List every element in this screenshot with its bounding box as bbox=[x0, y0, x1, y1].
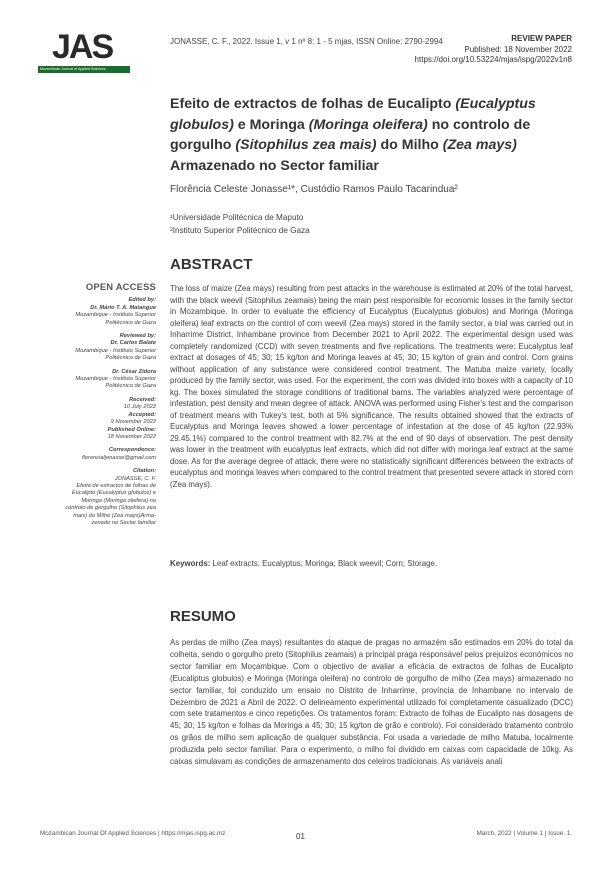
doi-link[interactable]: https://doi.org/10.53224/mjas/ispg/2022v1n8 bbox=[414, 55, 572, 64]
citation-line: JONASSE, C. F. bbox=[114, 475, 156, 482]
affiliations bbox=[170, 212, 310, 237]
received-label: Received: bbox=[129, 396, 156, 403]
title-part: e Moringa bbox=[233, 116, 309, 133]
review-type: REVIEW PAPER bbox=[511, 34, 572, 43]
logo-tagline: Mozambican Journal of Applied Sciences bbox=[38, 66, 130, 73]
reviewed-label: Reviewed by: bbox=[119, 333, 156, 340]
received-date: 10 July 2022 bbox=[123, 404, 156, 411]
title-part: no controlo de gorgulho bbox=[170, 116, 531, 153]
edited-label: Edited by: bbox=[128, 297, 156, 304]
citation-line: Moringa (Moringa oleifera) no bbox=[81, 497, 156, 504]
reviewer-2 bbox=[40, 369, 156, 391]
editor-affil: Mozambique - Instituto Superior bbox=[75, 312, 156, 319]
title-part: (Moringa oleifera) bbox=[308, 116, 428, 133]
page-number: 01 bbox=[296, 832, 305, 841]
title-part: Armazenado no Sector familiar bbox=[170, 157, 379, 174]
paper-title bbox=[170, 94, 580, 176]
edited-by bbox=[40, 297, 156, 327]
title-part: (Zea mays) bbox=[442, 137, 517, 153]
article-sidebar bbox=[40, 283, 156, 533]
logo-text: JAS bbox=[52, 28, 113, 66]
editor-name: Dr. Mário T. A. Matangue bbox=[90, 304, 156, 311]
reviewer-affil: Politécnico de Gaza bbox=[105, 355, 156, 362]
citation-line: Eucalipto (Eucalyptus globulos) e bbox=[71, 490, 156, 497]
published-online-label: Published Online: bbox=[107, 426, 156, 433]
reviewer-affil: Politécnico de Gaza bbox=[105, 383, 156, 390]
reviewer-name: Dr. Carlos Balate bbox=[110, 340, 156, 347]
keywords-text: Leaf extracts; Eucalyptus; Moringa; Black weevil; Corn; Storage. bbox=[210, 559, 438, 568]
citation-line: Efeito de extractos de folhas de bbox=[76, 482, 156, 489]
affiliation-1: ¹Universidade Politécnica de Maputo bbox=[170, 213, 304, 222]
header-citation: JONASSE, C. F., 2022. Issue 1, v 1 nº 8: 1 - 5 mjas, ISSN Online: 2790-2994 bbox=[170, 37, 443, 46]
keywords bbox=[170, 559, 580, 568]
editor-affil: Politécnico de Gaza bbox=[105, 319, 156, 326]
title-part: (Eucalyptus globulos) bbox=[170, 96, 536, 133]
journal-logo bbox=[38, 28, 138, 76]
citation-line: zenado no Sector familiar bbox=[91, 519, 156, 526]
resumo-body: As perdas de milho (Zea mays) resultantes do ataque de pragas no armazém são estimados em 20% do total da colheita, sendo o gorgulho preto (Sitophilus zeamais) a principal praga responsável pelos prejuízos económicos no sector familiar em Moçambique. Com o objectivo de avaliar a eficácia de extractos de folhas de Eucalipto (Eucaliptus globulos) e Moringa (Moringa oleifera) no controlo de gorgulho de milho (Zea mays) armazenado no sector familiar, foi conduzido um ensaio no Distrito de Inharrime, província de Inhambane no intervalo de Dezembro de 2021 a Abril de 2022. O delineamento experimental utilizado foi completamente casualizado (DCC) com sete tratamentos e cinco repetições. Os tratamentos foram: Extracto de folhas de Eucalipto nas dosagens de 45; 30; 15 kg/ton e folhas da Moringa a 45; 30; 15 kg/ton de grão e controlo). Foi considerado tratamento controlo os grãos de milho sem aplicação de qualquer substância. Foi usada a variedade de milho Matuba, localmente produzida pelo sector familiar. Para o experimento, o milho foi dividido em caixas com capacidade de 10kg. As caixas simulavam as condições de armazenamento dos celeiros tradicionais. As variáveis anali bbox=[170, 638, 573, 767]
author-list: Florência Celeste Jonasse¹*, Custódio Ramos Paulo Tacarindua² bbox=[170, 184, 458, 195]
open-access-label: OPEN ACCESS bbox=[85, 281, 156, 292]
abstract-heading: ABSTRACT bbox=[170, 256, 253, 273]
correspondence bbox=[40, 447, 156, 462]
footer-issue: March, 2022 | Volume 1 | Issue. 1. bbox=[476, 830, 572, 837]
accepted-date: 9 November 2022 bbox=[110, 419, 156, 426]
citation-label: Citation: bbox=[132, 468, 156, 475]
resumo-heading: RESUMO bbox=[170, 608, 236, 625]
correspondence-email[interactable]: florencialjonasse@gmail.com bbox=[81, 454, 156, 461]
citation bbox=[40, 468, 156, 527]
citation-line: mais) do Milho (Zea mays)Arma- bbox=[73, 512, 156, 519]
abstract-body: The loss of maize (Zea mays) resulting from pest attacks in the warehouse is estimated at 20% of the total harvest, with the black weevil (Sitophilus zeamais) being the main pest responsible for economic losses in the family sector in Mozambique. In order to evaluate the efficiency of Eucalyptus (Eucalyptus globulos) and Moringa (Moringa oleifera) leaf extracts on the control of corn weevil (Zea mays) stored in the family sector, a trial was carried out in Inharrime District, Inhambane province from December 2021 to April 2022. The experimental design used was completely randomized (CCD) with seven treatments and five replications. The treatments were: Eucalyptus leaf extract at dosages of 45; 30; 15 kg/ton and Moringa leaves at 45; 30; 15 kg/ton of grain and control. Corn grains without application of any substance were considered control treatment. The Matuba maize variety, locally produced by the family sector, was used. For the experiment, the corn was divided into boxes with a capacity of 10 kg. The boxes simulated the storage conditions of traditional barns. The variables analyzed were percentage of infestation, pest density and mean degree of attack. ANOVA was performed using Fisher's test and the comparison of treatment means with Tukey's test, both at 5% significance. The results obtained showed that the extracts of Eucalyptus and Moringa leaves showed a lower percentage of infestation at the dose of 45 kg/ton (22.93% 29.45.1%) compared to the control treatment with 82.7% at the end of 90 days of observation. The pest density was lower in the treatment with eucalyptus leaf extracts, which did not differ with moringa leaf extract at the same dose. As for the average degree of attack, there were no statistically significant differences between the extracts of eucalyptus and moringa leaves when compared to the control treatment that presented severe attack in stored corn (Zea mays). bbox=[170, 284, 573, 489]
citation-line: controlo de gorgulho (Sitophilus zea bbox=[65, 505, 156, 512]
accepted-label: Accepted: bbox=[128, 411, 156, 418]
footer-journal: Mozambican Journal Of Applied Sciences | https://mjas.ispg.ac.mz bbox=[40, 830, 226, 837]
keywords-label: Keywords: bbox=[170, 559, 211, 568]
header-meta bbox=[415, 34, 572, 66]
title-part: Efeito de extractos de folhas de Eucalipto bbox=[170, 96, 456, 112]
affiliation-2: ²Instituto Superior Politécnico de Gaza bbox=[170, 225, 310, 235]
published-online-date: 18 November 2022 bbox=[107, 433, 156, 440]
correspondence-label: Correspondence: bbox=[108, 447, 156, 454]
reviewer-name: Dr. César Zidora bbox=[112, 368, 156, 375]
reviewed-by bbox=[40, 333, 156, 363]
published-date: Published: 18 November 2022 bbox=[464, 44, 572, 54]
title-part: (Sitophilus zea mais) bbox=[235, 137, 377, 153]
dates bbox=[40, 397, 156, 441]
title-part: do Milho bbox=[376, 137, 443, 153]
reviewer-affil: Mozambique - Instituto Superior bbox=[75, 376, 156, 383]
reviewer-affil: Mozambique - Instituto Superior bbox=[75, 347, 156, 354]
